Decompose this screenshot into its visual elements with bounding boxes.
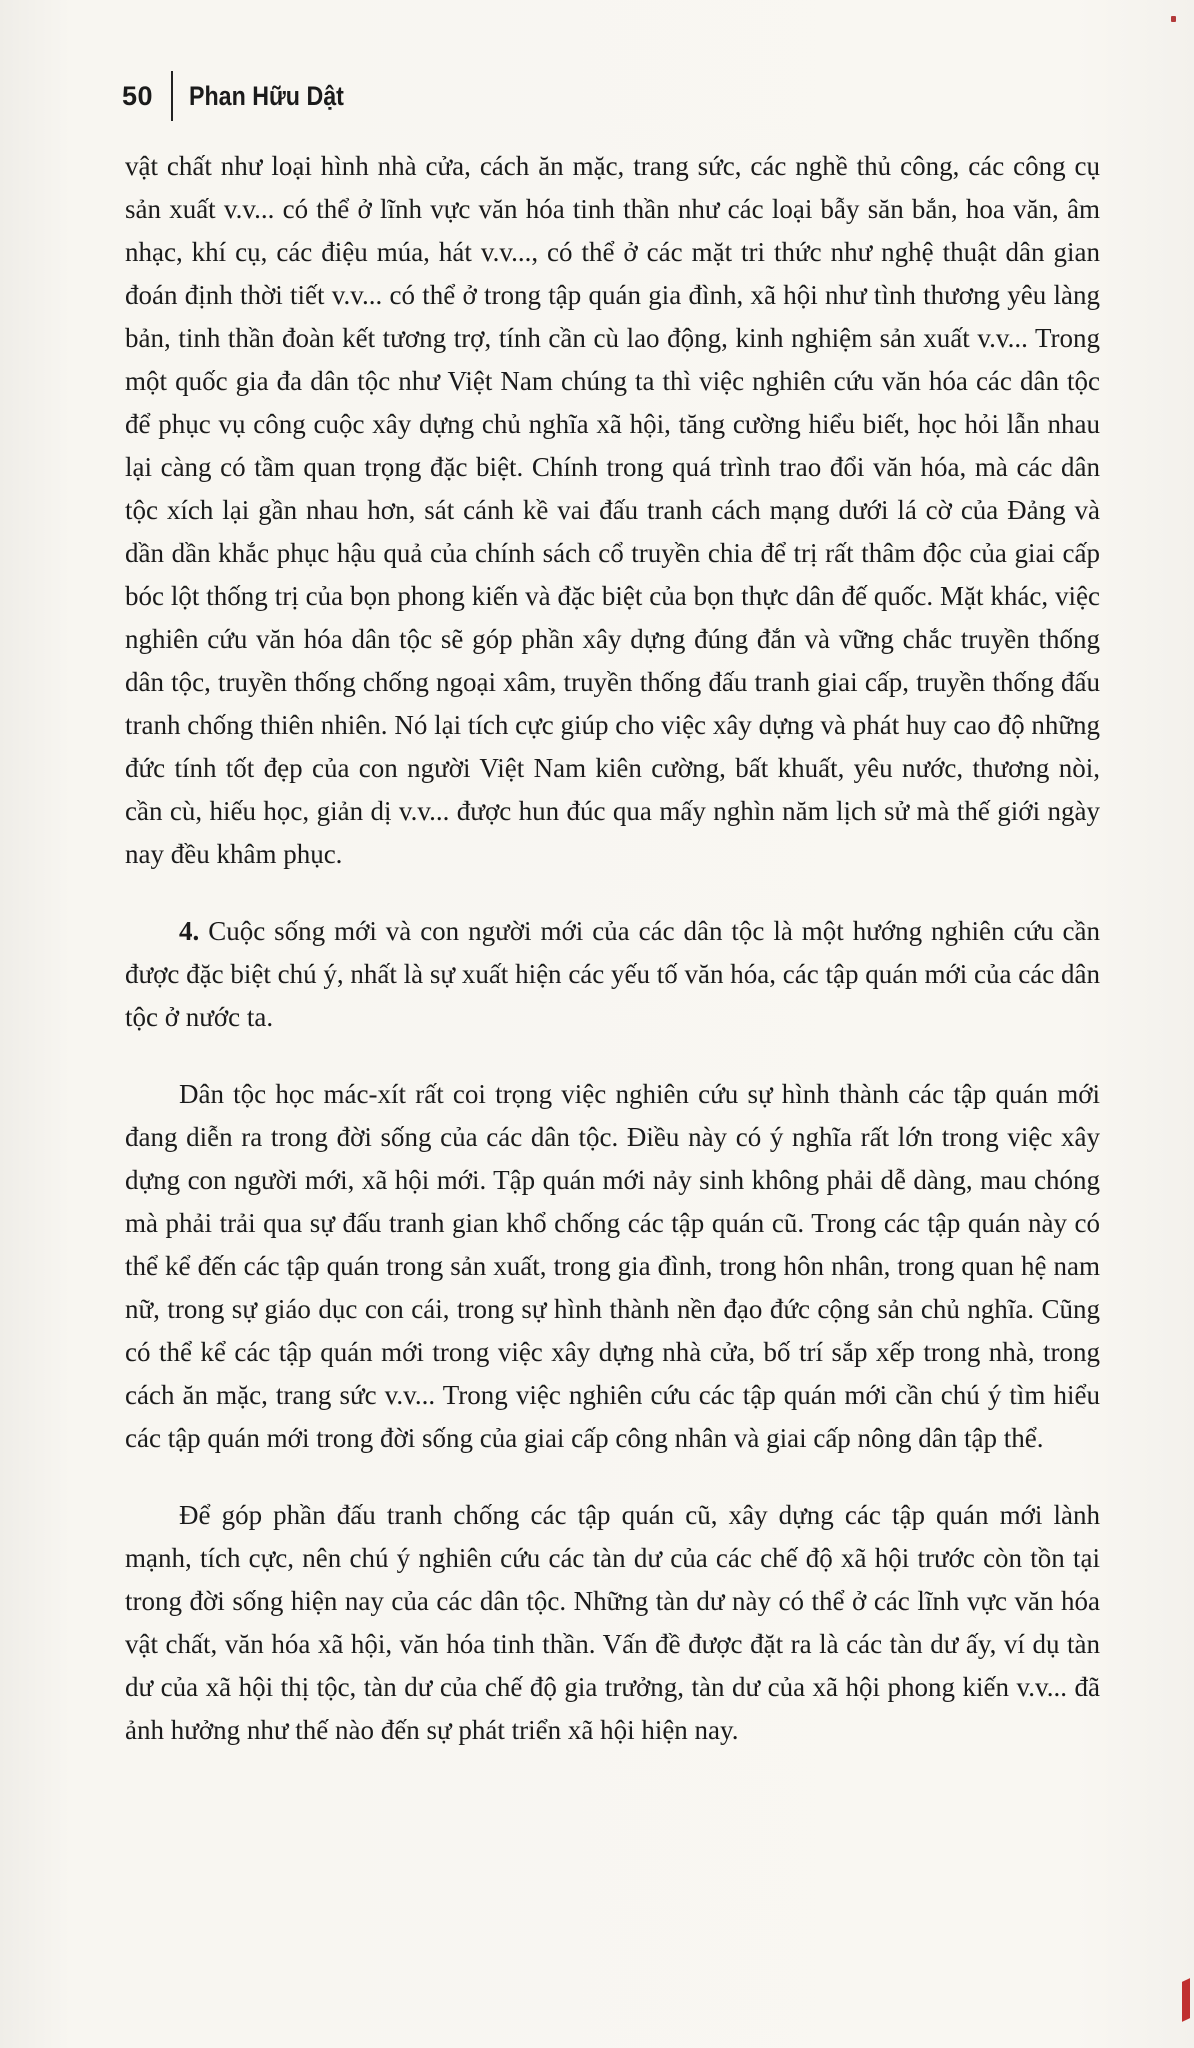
header-divider — [171, 71, 173, 121]
page-body — [125, 145, 1100, 1752]
paragraph-continued: vật chất như loại hình nhà cửa, cách ăn mặc, trang sức, các nghề thủ công, các công cụ sản xuất v.v... có thể ở lĩnh vực văn hóa tinh thần như các loại bẫy săn bắn, hoa văn, âm nhạc, khí cụ, các điệu múa, hát v.v..., có thể ở các mặt tri thức như nghệ thuật dân gian đoán định thời tiết v.v... có thể ở trong tập quán gia đình, xã hội như tình thương yêu làng bản, tinh thần đoàn kết tương trợ, tính cần cù lao động, kinh nghiệm sản xuất v.v... Trong một quốc gia đa dân tộc như Việt Nam chúng ta thì việc nghiên cứu văn hóa các dân tộc để phục vụ công cuộc xây dựng chủ nghĩa xã hội, tăng cường hiểu biết, học hỏi lẫn nhau lại càng có tầm quan trọng đặc biệt. Chính trong quá trình trao đổi văn hóa, mà các dân tộc xích lại gần nhau hơn, sát cánh kề vai đấu tranh cách mạng dưới lá cờ của Đảng và dần dần khắc phục hậu quả của chính sách cổ truyền chia để trị rất thâm độc của giai cấp bóc lột thống trị của bọn phong kiến và đặc biệt của bọn thực dân đế quốc. Mặt khác, việc nghiên cứu văn hóa dân tộc sẽ góp phần xây dựng đúng đắn và vững chắc truyền thống dân tộc, truyền thống chống ngoại xâm, truyền thống đấu tranh giai cấp, truyền thống đấu tranh chống thiên nhiên. Nó lại tích cực giúp cho việc xây dựng và phát huy cao độ những đức tính tốt đẹp của con người Việt Nam kiên cường, bất khuất, yêu nước, thương nòi, cần cù, hiếu học, giản dị v.v... được hun đúc qua mấy nghìn năm lịch sử mà thế giới ngày nay đều khâm phục. — [125, 151, 1100, 869]
running-head-author: Phan Hữu Dật — [189, 80, 344, 111]
paragraph-number: 4. — [179, 916, 200, 946]
paragraph: Để góp phần đấu tranh chống các tập quán cũ, xây dựng các tập quán mới lành mạnh, tích cực, nên chú ý nghiên cứu các tàn dư của các chế độ xã hội trước còn tồn tại trong đời sống hiện nay của các dân tộc. Những tàn dư này có thể ở các lĩnh vực văn hóa vật chất, văn hóa xã hội, văn hóa tinh thần. Vấn đề được đặt ra là các tàn dư ấy, ví dụ tàn dư của xã hội thị tộc, tàn dư của chế độ gia trưởng, tàn dư của xã hội phong kiến v.v... đã ảnh hưởng như thế nào đến sự phát triển xã hội hiện nay. — [125, 1500, 1100, 1745]
numbered-paragraph-4 — [125, 910, 1100, 1039]
paragraph: Dân tộc học mác-xít rất coi trọng việc nghiên cứu sự hình thành các tập quán mới đang diễn ra trong đời sống của các dân tộc. Điều này có ý nghĩa rất lớn trong việc xây dựng con người mới, xã hội mới. Tập quán mới nảy sinh không phải dễ dàng, mau chóng mà phải trải qua sự đấu tranh gian khổ chống các tập quán cũ. Trong các tập quán này có thể kể đến các tập quán trong sản xuất, trong gia đình, trong hôn nhân, trong quan hệ nam nữ, trong sự giáo dục con cái, trong sự hình thành nền đạo đức cộng sản chủ nghĩa. Cũng có thể kể các tập quán mới trong việc xây dựng nhà cửa, bố trí sắp xếp trong nhà, trong cách ăn mặc, trang sức v.v... Trong việc nghiên cứu các tập quán mới cần chú ý tìm hiểu các tập quán mới trong đời sống của giai cấp công nhân và giai cấp nông dân tập thể. — [125, 1079, 1100, 1453]
page-header — [122, 70, 369, 122]
paragraph-text: Cuộc sống mới và con người mới của các dân tộc là một hướng nghiên cứu cần được đặc biệt chú ý, nhất là sự xuất hiện các yếu tố văn hóa, các tập quán mới của các dân tộc ở nước ta. — [125, 916, 1100, 1032]
page-number: 50 — [122, 80, 154, 111]
page-edge-mark — [1182, 1978, 1190, 2022]
corner-mark — [1171, 16, 1176, 22]
